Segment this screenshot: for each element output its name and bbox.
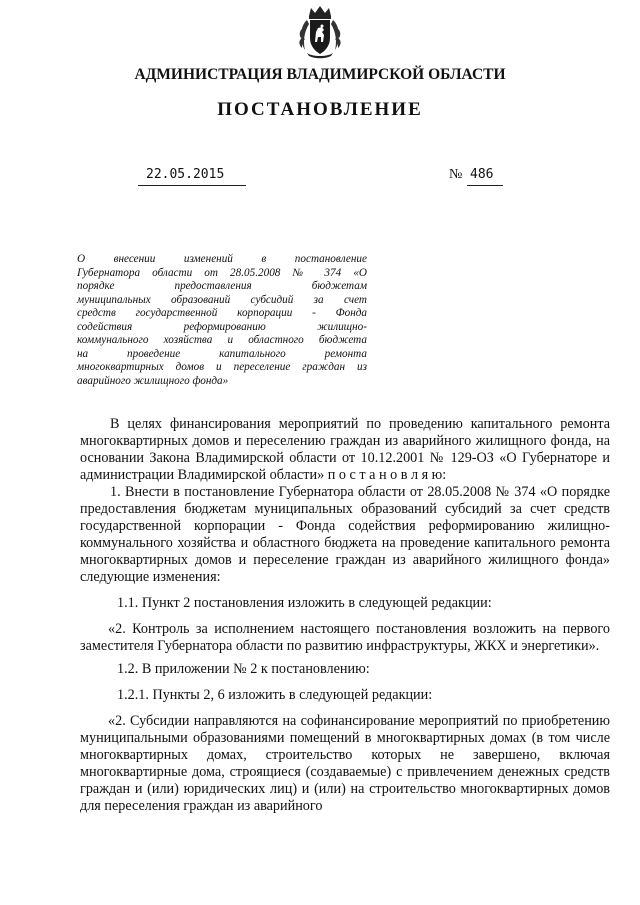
body-paragraph: 1. Внести в постановление Губернатора области от 28.05.2008 № 374 «О порядке предоставления бюджетам муниципальных образований субсидий за счет средств государственной корпорации - Фонда содействия реформированию жилищно-коммунального хозяйства и областного бюджета на проведение капитального ремонта многоквартирных домов и переселение граждан из аварийного жилищного фонда» следующие изменения: [80,484,610,585]
subject-line: Губернатора области от 28.05.2008 № 374 «О [77,266,367,279]
subject-line: многоквартирных домов и переселение граждан из [77,361,367,373]
subject-line: коммунального хозяйства и областного бюджета [77,334,367,346]
coat-of-arms-icon [297,4,343,60]
document-subject [77,253,367,388]
date-underline [138,185,246,186]
document-type-title: ПОСТАНОВЛЕНИЕ [217,99,423,120]
subject-line: на проведение капитального ремонта [77,347,367,360]
body-paragraph: 1.2. В приложении № 2 к постановлению: [117,661,370,677]
subject-line: аварийного жилищного фонда» [77,374,229,387]
subject-line: О внесении изменений в постановление [77,253,367,265]
body-paragraph: В целях финансирования мероприятий по проведению капитального ремонта многоквартирных домов и переселению граждан из аварийного жилищного фонда, на основании Закона Владимирской области от 10.12.2001 № 129-ОЗ «О Губернаторе и администрации Владимирской области» п о с т а н о в л я ю: [80,416,610,483]
subject-line: муниципальных образований субсидий за счет [77,293,367,306]
document-number: 486 [470,167,494,182]
body-paragraph: 1.2.1. Пункты 2, 6 изложить в следующей редакции: [117,687,433,703]
body-paragraph: 1.1. Пункт 2 постановления изложить в следующей редакции: [117,595,492,611]
number-label: № [449,167,463,182]
subject-line: содействия реформированию жилищно- [77,320,367,333]
body-paragraph: «2. Контроль за исполнением настоящего постановления возложить на первого заместителя Губернатора области по развитию инфраструктуры, ЖКХ и энергетики». [80,621,610,654]
document-body [80,416,610,815]
organization-name: АДМИНИСТРАЦИЯ ВЛАДИМИРСКОЙ ОБЛАСТИ [134,66,506,83]
subject-line: средств государственной корпорации - Фонда [77,307,367,319]
number-underline [467,185,503,186]
document-date: 22.05.2015 [146,167,225,182]
subject-line: порядке предоставления бюджетам [77,280,367,292]
body-paragraph: «2. Субсидии направляются на софинансирование мероприятий по приобретению муниципальными образованиями помещений в многоквартирных домах (в том числе многоквартирных домах, строительство которых не завершено, включая многоквартирные дома, строящиеся (создаваемые) с привлечением денежных средств граждан и (или) юридических лиц) и (или) на строительство многоквартирных домов для переселения граждан из аварийного [80,713,610,814]
